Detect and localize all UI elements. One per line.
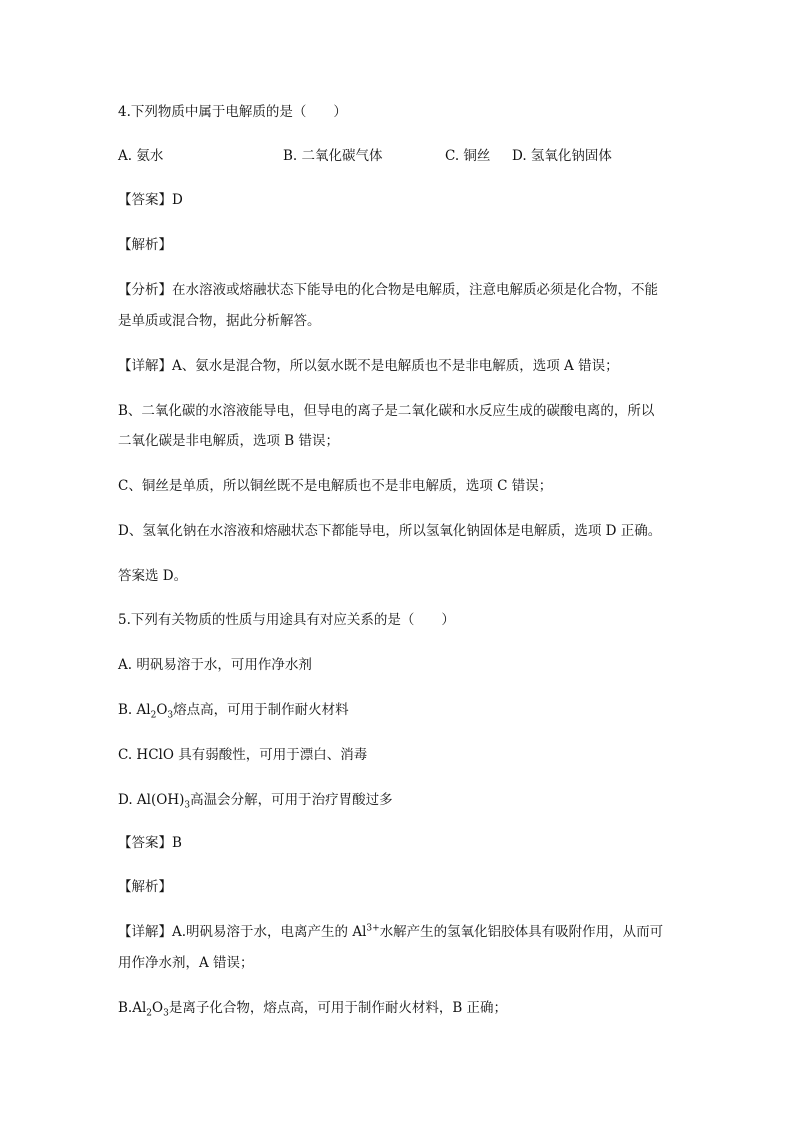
subscript: 3 xyxy=(167,710,174,721)
q5-option-c: C. HClO 具有弱酸性，可用于漂白、消毒 xyxy=(118,747,368,763)
subscript: 3 xyxy=(163,1008,169,1019)
q5-option-a: A. 明矾易溶于水，可用作净水剂 xyxy=(118,657,312,673)
fenxi-text: 在水溶液或熔融状态下能导电的化合物是电解质，注意电解质必须是化合物，不能 xyxy=(172,282,658,298)
answer-value: D xyxy=(172,192,183,208)
q4-option-d: D. 氢氧化钠固体 xyxy=(512,148,612,164)
detail-tag: 【详解】 xyxy=(118,924,172,940)
question-5-stem: 5.下列有关物质的性质与用途具有对应关系的是（ ） xyxy=(118,612,455,628)
subscript: 3 xyxy=(184,800,191,811)
fenxi-tag: 【分析】 xyxy=(118,282,172,298)
answer-value: B xyxy=(172,835,182,851)
q5-option-b xyxy=(118,700,349,720)
q4-detail-d: D、氢氧化钠在水溶液和熔融状态下都能导电，所以氢氧化钠固体是电解质，选项 D 正确。 xyxy=(118,523,662,539)
option-d-text: 高温会分解，可用于治疗胃酸过多 xyxy=(190,792,393,808)
q4-detail-a xyxy=(118,356,619,376)
question-4-stem: 4.下列物质中属于电解质的是（ ） xyxy=(118,104,347,120)
option-b-text: O xyxy=(156,702,168,718)
subscript: 2 xyxy=(146,1008,153,1019)
answer-tag: 【答案】 xyxy=(118,835,172,851)
detail-text: 水解产生的氢氧化铝胶体具有吸附作用，从而可 xyxy=(379,924,664,940)
q5-detail-a-line-2: 用作净水剂，A 错误； xyxy=(118,955,254,971)
q4-detail-c: C、铜丝是单质，所以铜丝既不是电解质也不是非电解质，选项 C 错误； xyxy=(118,478,553,494)
detail-text: B.Al xyxy=(118,1000,147,1016)
detail-text: O xyxy=(152,1000,164,1016)
detail-text: A、氨水是混合物，所以氨水既不是电解质也不是非电解质，选项 A 错误； xyxy=(172,358,619,374)
detail-tag: 【详解】 xyxy=(118,358,172,374)
q4-option-b: B. 二氧化碳气体 xyxy=(283,148,383,164)
option-d-text: D. Al(OH) xyxy=(118,792,185,808)
q4-final-answer: 答案选 D。 xyxy=(118,568,188,584)
q5-detail-a-line-1 xyxy=(118,922,663,942)
option-b-text: 熔点高，可用于制作耐火材料 xyxy=(173,702,349,718)
q4-analysis-tag: 【解析】 xyxy=(118,237,172,253)
q4-option-c: C. 铜丝 xyxy=(445,148,491,164)
q5-analysis-tag: 【解析】 xyxy=(118,879,172,895)
q5-option-d xyxy=(118,790,393,810)
q4-answer xyxy=(118,190,183,210)
detail-text: A.明矾易溶于水，电离产生的 Al xyxy=(172,924,367,940)
answer-tag: 【答案】 xyxy=(118,192,172,208)
q4-fenxi-line-2: 是单质或混合物，据此分析解答。 xyxy=(118,313,321,329)
detail-text: 是离子化合物，熔点高，可用于制作耐火材料，B 正确； xyxy=(168,1000,508,1016)
option-b-text: B. Al xyxy=(118,702,151,718)
subscript: 2 xyxy=(150,710,157,721)
superscript: 3+ xyxy=(366,923,380,934)
q4-fenxi-line-1 xyxy=(118,280,658,300)
q5-detail-b xyxy=(118,998,507,1018)
q4-detail-b-line-2: 二氧化碳是非电解质，选项 B 错误； xyxy=(118,433,340,449)
q4-option-a: A. 氨水 xyxy=(118,148,164,164)
q4-detail-b-line-1: B、二氧化碳的水溶液能导电，但导电的离子是二氧化碳和水反应生成的碳酸电离的，所以 xyxy=(118,403,655,419)
q5-answer xyxy=(118,833,182,853)
